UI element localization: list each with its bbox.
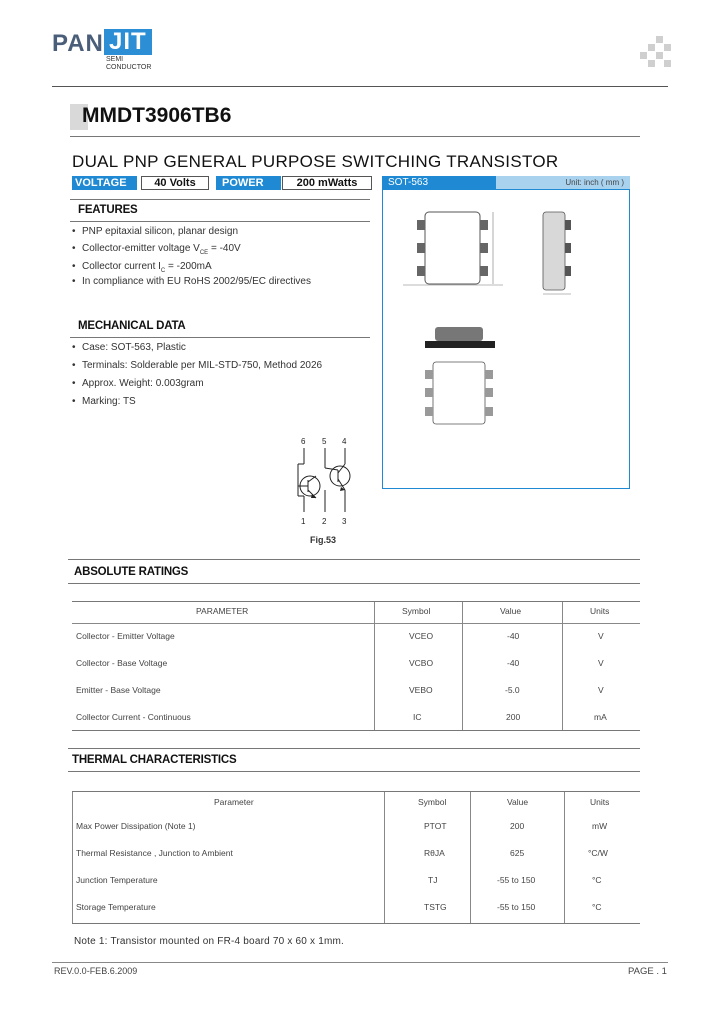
table-cell-unit: °C — [592, 902, 602, 912]
table-cell-unit: V — [598, 631, 604, 641]
table-cell-value: -5.0 — [505, 685, 520, 695]
table-cell-symbol: VCEO — [409, 631, 434, 641]
table-cell-param: Max Power Dissipation (Note 1) — [76, 821, 196, 831]
figure-caption: Fig.53 — [310, 535, 337, 545]
table-cell-unit: V — [598, 658, 604, 668]
unit-label: Unit: inch ( mm ) — [496, 176, 630, 189]
part-number: MMDT3906TB6 — [82, 104, 232, 127]
package-label: SOT-563 — [382, 176, 502, 189]
mechanical-item: • Marking: TS — [72, 396, 136, 407]
table-header: Value — [507, 797, 529, 807]
table-cell-symbol: TJ — [428, 875, 438, 885]
table-header: Symbol — [418, 797, 447, 807]
pin-label-1: 1 — [301, 517, 306, 526]
table-cell-param: Collector Current - Continuous — [76, 712, 191, 722]
voltage-label: VOLTAGE — [72, 176, 137, 190]
ic-subscript: C — [160, 268, 166, 274]
thermal-top-rule — [68, 748, 640, 749]
revision-text: REV.0.0-FEB.6.2009 — [54, 966, 138, 976]
features-top-rule — [70, 199, 370, 200]
mechanical-item: • Case: SOT-563, Plastic — [72, 342, 186, 353]
pin-label-3: 3 — [342, 517, 347, 526]
table-cell-unit: V — [598, 685, 604, 695]
logo-pan-text: PAN — [52, 30, 104, 57]
feature-item: • In compliance with EU RoHS 2002/95/EC directives — [72, 276, 311, 287]
feature-item: • Collector-emitter voltage $V_{CE} = -40V$ — [72, 243, 241, 256]
logo-jit-text: JIT — [104, 29, 152, 55]
pin-label-6: 6 — [301, 437, 306, 446]
table-cell-unit: °C/W — [588, 848, 608, 858]
table-header: Parameter — [214, 797, 254, 807]
dual-pnp-schematic — [290, 446, 360, 514]
vce-subscript: CE — [199, 250, 209, 256]
table-cell-param: Storage Temperature — [76, 902, 156, 912]
pin-label-2: 2 — [322, 517, 327, 526]
table-cell-symbol: RθJA — [424, 848, 445, 858]
table-cell-param: Junction Temperature — [76, 875, 158, 885]
table-cell-value: -40 — [507, 658, 520, 668]
pin-label-4: 4 — [342, 437, 347, 446]
table-cell-param: Emitter - Base Voltage — [76, 685, 161, 695]
logo-subtitle — [106, 56, 151, 72]
table-cell-symbol: PTOT — [424, 821, 447, 831]
mechanical-item: • Terminals: Solderable per MIL-STD-750, Method 2026 — [72, 360, 323, 371]
table-cell-symbol: IC — [413, 712, 422, 722]
table-header: Units — [590, 797, 610, 807]
table-cell-value: -55 to 150 — [497, 902, 536, 912]
absolute-ratings-heading: ABSOLUTE RATINGS — [74, 566, 189, 578]
footnote: Note 1: Transistor mounted on FR-4 board 70 x 60 x 1mm. — [74, 936, 345, 947]
table-cell-param: Collector - Emitter Voltage — [76, 631, 175, 641]
table-cell-value: 200 — [510, 821, 525, 831]
ratings-heading-rule — [68, 583, 640, 584]
page-title: DUAL PNP GENERAL PURPOSE SWITCHING TRANSISTOR — [72, 152, 559, 171]
mechanical-rule — [70, 337, 370, 338]
table-cell-symbol: TSTG — [424, 902, 447, 912]
features-bottom-rule — [70, 221, 370, 222]
logo-sub-semi: SEMI — [106, 56, 124, 63]
table-header: Value — [500, 606, 522, 616]
table-cell-param: Thermal Resistance , Junction to Ambient — [76, 848, 233, 858]
header-divider — [52, 86, 668, 87]
table-cell-symbol: VEBO — [409, 685, 433, 695]
ratings-top-rule — [68, 559, 640, 560]
footer-rule — [52, 962, 668, 963]
table-cell-value: 625 — [510, 848, 525, 858]
mechanical-item: • Approx. Weight: 0.003gram — [72, 378, 204, 389]
table-cell-value: -55 to 150 — [497, 875, 536, 885]
voltage-value: 40 Volts — [141, 176, 209, 190]
ic-value: = -200mA — [165, 261, 212, 272]
part-divider — [70, 136, 640, 137]
power-value: 200 mWatts — [282, 176, 372, 190]
vce-value: = -40V — [208, 243, 241, 254]
table-cell-unit: °C — [592, 875, 602, 885]
feature-item: • PNP epitaxial silicon, planar design — [72, 226, 239, 237]
package-outline-drawing — [383, 190, 629, 488]
table-cell-param: Collector - Base Voltage — [76, 658, 168, 668]
table-header: Units — [590, 606, 610, 616]
table-cell-symbol: VCBO — [409, 658, 434, 668]
logo-sub-conductor: CONDUCTOR — [106, 64, 152, 71]
table-header: Symbol — [402, 606, 431, 616]
table-cell-value: -40 — [507, 631, 520, 641]
power-label: POWER — [216, 176, 281, 190]
mechanical-heading: MECHANICAL DATA — [78, 320, 186, 332]
thermal-heading: THERMAL CHARACTERISTICS — [72, 754, 237, 766]
table-header: PARAMETER — [196, 606, 249, 616]
page-number: PAGE . 1 — [628, 966, 667, 977]
table-cell-unit: mA — [594, 712, 607, 722]
pin-label-5: 5 — [322, 437, 327, 446]
table-cell-unit: mW — [592, 821, 608, 831]
thermal-heading-rule — [68, 771, 640, 772]
table-cell-value: 200 — [506, 712, 521, 722]
features-heading: FEATURES — [78, 204, 138, 216]
feature-item: • Collector current $I_C = -200mA$ — [72, 261, 212, 274]
